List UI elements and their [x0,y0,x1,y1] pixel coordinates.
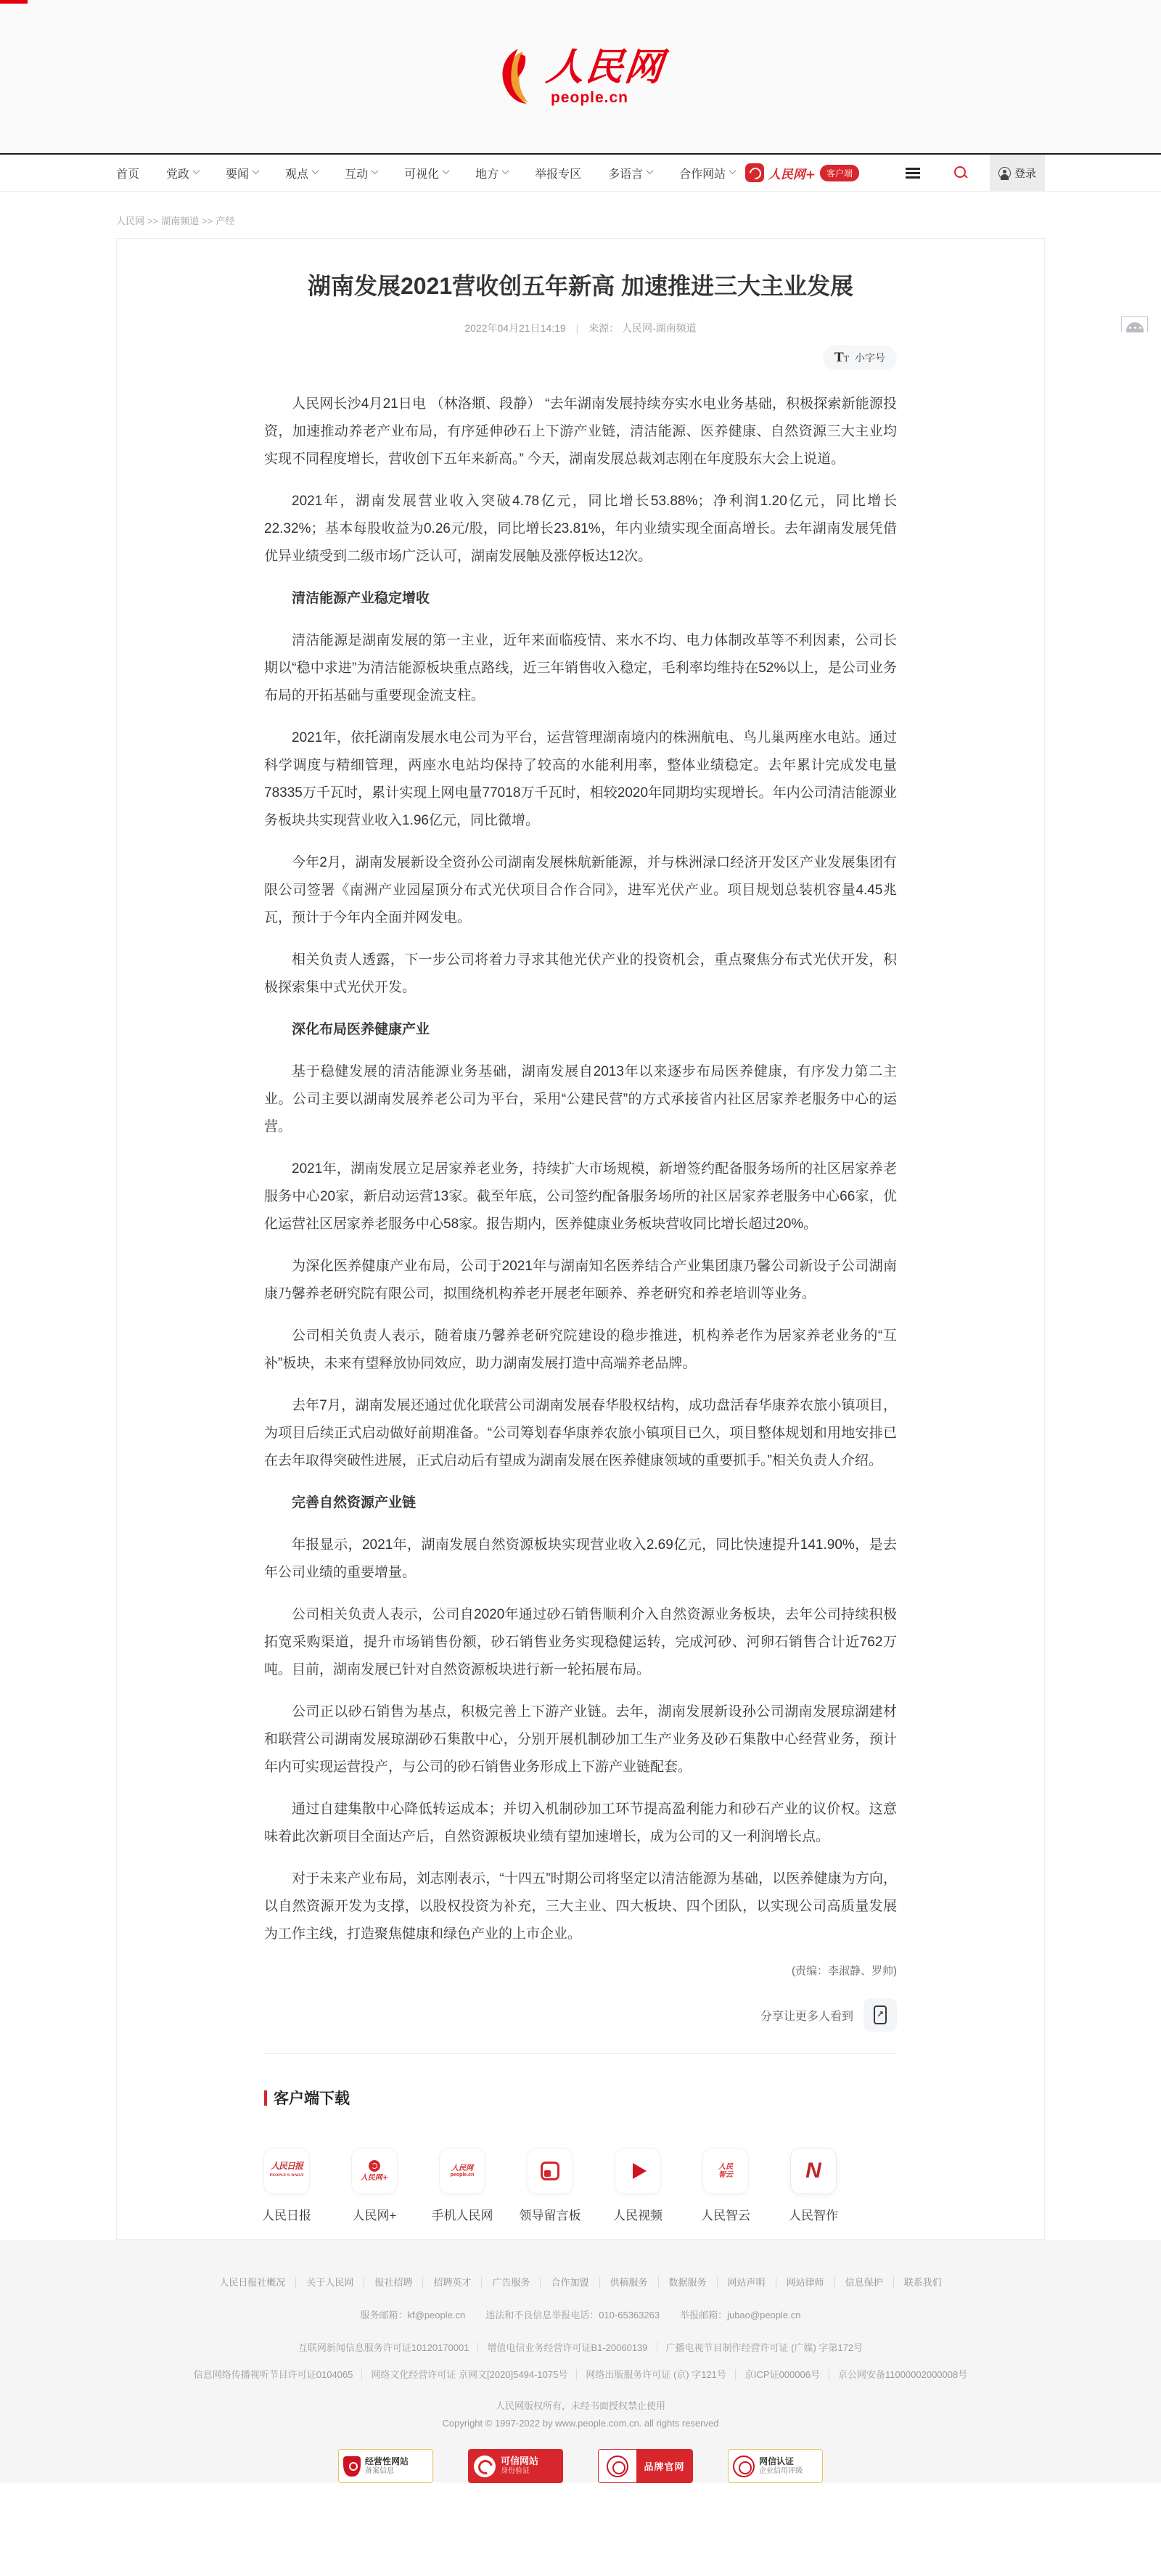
people-app-badge[interactable] [745,163,859,182]
article-paragraph: 清洁能源是湖南发展的第一主业，近年来面临疫情、来水不均、电力体制改革等不利因素，公司长期以“稳中求进”为清洁能源板块重点路线，近三年销售收入稳定，毛利率均维持在52%以上，是公司业务布局的开拓基础与重要现金流支柱。 [264,633,897,703]
license-item: 增值电信业务经营许可证B1-20060139 [478,2342,657,2353]
article-paragraph: 去年7月，湖南发展还通过优化联营公司湖南发展春华股权结构，成功盘活春华康养农旅小镇项目，为项目后续正式启动做好前期准备。“公司筹划春华康养农旅小镇项目已久，项目整体规划和用地安排已在去年取得突破性进展，正式启动后有望成为湖南发展在医养健康领域的重要抓手。”相关负责人介绍。 [264,1398,897,1468]
footer-link[interactable]: 招聘英才 [423,2277,482,2288]
article-subheading: 深化布局医养健康产业 [292,1022,430,1037]
footer-link[interactable]: 报社招聘 [364,2277,423,2288]
main-nav [0,153,1161,192]
app-人民网+[interactable] [352,2148,397,2223]
hamburger-menu-icon[interactable] [906,168,920,179]
message-board-glyph [541,2162,559,2180]
breadcrumb-item-1[interactable]: 人民网 [116,216,145,226]
app-label: 人民智云 [701,2209,750,2223]
logo-text [543,44,667,107]
license-item: 京ICP证000006号 [736,2369,829,2380]
article-paragraph: 通过自建集散中心降低转运成本；并切入机制砂加工环节提高盈利能力和砂石产业的议价权。这意味着此次新项目全面达产后，自然资源板块业绩有望加速增长，成为公司的又一利润增长点。 [264,1802,897,1844]
login-label: 登录 [1014,167,1036,180]
certification-badges [0,2449,1161,2483]
nav-item-党政[interactable]: 党政 [166,165,199,181]
search-icon[interactable] [953,165,968,180]
copyright-cn: 人民网版权所有，未经书面授权禁止使用 [495,2400,665,2411]
heading-accent-bar [264,2090,267,2106]
article-paragraph: 人民网长沙4月21日电 （林洛頫、段静） “去年湖南发展持续夯实水电业务基础，积极探索新能源投资，加速推动养老产业布局，有序延伸砂石上下游产业链，清洁能源、医养健康、自然资源三大主业均实现不同程度增长，营收创下五年来新高。” 今天，湖南发展总裁刘志刚在年度股东大会上说道。 [264,396,897,467]
article-paragraph: 为深化医养健康产业布局，公司于2021年与湖南知名医养结合产业集团康乃馨公司新设子公司湖南康乃馨养老研究院有限公司，拟围绕机构养老开展老年颐养、养老研究和养老培训等业务。 [264,1259,897,1301]
chevron-down-icon [647,167,654,174]
app-人民智云[interactable] [703,2148,748,2223]
badge-网信认证[interactable] [728,2449,823,2483]
people-plus-brand: 人民网+ [768,167,816,182]
logo-main-text: 人民网 [543,44,667,89]
nav-item-互动[interactable]: 互动 [345,165,377,181]
chevron-down-icon [193,167,200,174]
footer-link[interactable]: 关于人民网 [296,2277,364,2288]
article-paragraph: 公司正以砂石销售为基点，积极完善上下游产业链。去年，湖南发展新设孙公司湖南发展琼湖建材和联营公司湖南发展琼湖砂石集散中心，分别开展机制砂加工生产业务及砂石集散中心经营业务，预计年内可实现运营投产，与公司的砂石销售业务形成上下游产业链配套。 [264,1704,897,1775]
badge-认证联盟[interactable] [598,2449,693,2483]
footer-link[interactable]: 广告服务 [482,2277,541,2288]
footer-link[interactable]: 联系我们 [903,2277,942,2288]
article-paragraph: 对于未来产业布局，刘志刚表示，“十四五”时期公司将坚定以清洁能源为基础，以医养健康为方向，以自然资源开发为支撑，以股权投资为补充，三大主业、四大板块、四个团队，以实现公司高质量发展为工作主线，打造聚焦健康和绿色产业的上市企业。 [264,1871,897,1942]
chevron-down-icon [502,167,509,174]
logo-sub-text: people.cn [550,89,629,106]
people-cloud-icon [703,2148,748,2193]
app-glyph: 人民网+ [360,2174,389,2182]
article-paragraph: 基于稳健发展的清洁能源业务基础，湖南发展自2013年以来逐步布局医养健康，有序发力第二主业。公司主要以湖南发展养老公司为平台，采用“公建民营”的方式承接省内社区居家养老服务中心的运营。 [264,1064,897,1134]
footer-service-item: 服务邮箱：kf@people.cn [360,2310,466,2321]
nav-item-可视化[interactable]: 可视化 [404,165,448,181]
article-paragraph: 相关负责人透露，下一步公司将着力寻求其他光伏产业的投资机会，重点聚焦分布式光伏开发，积极探索集中式光伏开发。 [264,952,897,995]
chevron-down-icon [729,167,737,174]
source-link[interactable]: 人民网-湖南频道 [621,322,697,334]
app-download-row [264,2148,897,2223]
footer-link[interactable]: 信息保护 [835,2277,894,2288]
app-glyph-sub: 智云 [718,2171,733,2179]
badge-text [365,2456,409,2477]
font-size-label: 小字号 [855,352,885,364]
people-plus-logo-icon [745,163,764,182]
nav-item-举报专区[interactable]: 举报专区 [535,168,582,181]
article-body [264,391,897,1948]
breadcrumb-item-3[interactable]: 产经 [216,216,235,226]
footer-link[interactable]: 合作加盟 [541,2277,599,2288]
app-领导留言板[interactable] [519,2148,581,2223]
article-paragraph: 2021年，湖南发展立足居家养老业务，持续扩大市场规模，新增签约配备服务场所的社区居家养老服务中心20家，新启动运营13家。截至年底，公司签约配备服务场所的社区居家养老服务中心66家，优化运营社区居家养老服务中心58家。报告期内，医养健康业务板块营收同比增长超过20%。 [264,1161,897,1232]
person-icon [998,167,1011,179]
chevron-down-icon [312,167,319,174]
people-cn-logo[interactable] [497,44,667,107]
badge-可信网站[interactable] [468,2449,563,2483]
badge-经营性网站[interactable] [338,2449,433,2483]
top-edge-marker [0,0,28,4]
login-button[interactable] [990,155,1045,191]
footer-link[interactable]: 数据服务 [659,2277,718,2288]
n-glyph: N [805,2159,821,2183]
article-subheading: 清洁能源产业稳定增收 [292,591,430,606]
article-subheading: 完善自然资源产业链 [292,1495,417,1510]
nav-item-首页[interactable]: 首页 [116,168,140,181]
people-plus-icon [352,2148,397,2193]
app-label: 手机人民网 [431,2209,493,2223]
app-label: 人民日报 [262,2209,311,2223]
article-meta [264,321,897,335]
app-label: 人民网+ [352,2209,397,2223]
article-card [116,238,1045,2240]
breadcrumb-separator: >> [202,216,213,226]
breadcrumb-separator: >> [147,216,159,226]
play-icon [633,2163,647,2179]
badge-line1: 网信认证 [759,2456,795,2466]
article-paragraph: 年报显示，2021年，湖南发展自然资源板块实现营业收入2.69亿元，同比快速提升141.90%，是去年公司业绩的重要增量。 [264,1537,897,1580]
badge-text [759,2456,803,2477]
badge-line2: 企业信用评级 [759,2466,803,2475]
site-footer [0,2240,1161,2482]
license-item: 广播电视节目制作经营许可证 (广媒) 字第172号 [665,2342,863,2353]
app-glyph: 人民 [718,2163,733,2171]
editor-credit: (责编：李淑静、罗帅) [792,1965,897,1977]
chevron-down-icon [372,167,379,174]
chevron-down-icon [253,167,260,174]
app-人民智作[interactable] [791,2148,836,2223]
footer-link[interactable]: 人民日报社概况 [209,2277,296,2288]
license-item: 互联网新闻信息服务许可证10120170001 [290,2342,479,2353]
nav-item-观点[interactable]: 观点 [285,165,318,181]
phone-share-icon [874,2005,887,2024]
people-daily-icon [264,2148,309,2193]
badge-seal-area [599,2450,636,2482]
badge-line1: 可信网站 [501,2456,539,2467]
app-glyph-sub: people.cn [450,2172,475,2178]
article-paragraph: 公司相关负责人表示，公司自2020年通过砂石销售顺利介入自然资源业务板块，去年公司持续积极拓宽采购渠道，提升市场销售份额，砂石销售业务实现稳健运转，完成河砂、河卵石销售合计近762万吨。目前，湖南发展已针对自然资源板块进行新一轮拓展布局。 [264,1607,897,1677]
breadcrumb [116,213,1045,226]
message-board-icon [528,2148,573,2193]
people-zhizuo-icon [791,2148,836,2193]
badge-right-text: 品牌官网 [636,2450,692,2482]
nav-item-要闻[interactable]: 要闻 [226,165,258,181]
footer-license-row-2 [0,2367,1161,2381]
font-size-button[interactable] [823,345,897,370]
badge-line2: 备案信息 [365,2466,394,2475]
footer-service-item: 违法和不良信息举报电话：010-65363263 [485,2310,660,2321]
breadcrumb-item-2[interactable]: 湖南频道 [161,216,200,226]
article-paragraph: 2021年，依托湖南发展水电公司为平台，运营管理湖南境内的株洲航电、鸟儿巢两座水电站。通过科学调度与精细管理，两座水电站均保持了较高的水能利用率，整体业绩稳定。去年累计完成发电量78335万千瓦时，累计实现上网电量77018万千瓦时，相较2020年同期均实现增长。年内公司清洁能源业务板块共实现营业收入1.96亿元，同比微增。 [264,730,897,828]
mobile-people-icon [440,2148,485,2193]
footer-link[interactable]: 网站声明 [718,2277,776,2288]
floating-comment-widget[interactable] [1121,316,1148,332]
trust-swirl-icon [474,2456,496,2477]
app-手机人民网[interactable] [431,2148,493,2223]
download-section-heading [264,2087,897,2109]
footer-license-row-1 [0,2340,1161,2354]
badge-text [501,2456,538,2477]
chevron-down-icon [443,167,450,174]
app-人民视频[interactable] [615,2148,660,2223]
app-glyph: 人民网 [451,2164,473,2172]
client-pill: 客户端 [820,165,859,181]
section-divider [264,2053,897,2054]
share-button[interactable] [863,1998,897,2032]
alliance-seal-icon [607,2456,628,2477]
site-header [0,0,1161,153]
app-glyph: 人民日报 PEOPLE'S DAILY [269,2162,303,2180]
article-paragraph: 公司相关负责人表示，随着康乃馨养老研究院建设的稳步推进，机构养老作为居家养老业务的“互补”板块，未来有望释放协同效应，助力湖南发展打造中高端养老品牌。 [264,1328,897,1371]
badge-line2: 身份验证 [501,2467,530,2476]
footer-service-row [0,2307,1161,2321]
app-label: 领导留言板 [519,2209,581,2223]
license-item: 京公网安备11000002000008号 [837,2369,968,2380]
license-item: 网络文化经营许可证 京网文[2020]5494-1075号 [362,2369,577,2380]
page-title: 湖南发展2021营收创五年新高 加速推进三大主业发展 [307,273,854,299]
badge-line1: 经营性网站 [365,2456,409,2466]
app-人民日报[interactable] [264,2148,309,2223]
nav-item-多语言[interactable]: 多语言 [608,165,652,181]
article-paragraph: 今年2月，湖南发展新设全资孙公司湖南发展株航新能源，并与株洲渌口经济开发区产业发展集团有限公司签署《南洲产业园屋顶分布式光伏项目合作合同》，进军光伏产业。项目规划总装机容量4.45兆瓦，预计于今年内全面并网发电。 [264,855,897,925]
article-paragraph: 2021年，湖南发展营业收入突破4.78亿元，同比增长53.88%；净利润1.20亿元，同比增长22.32%；基本每股收益为0.26元/股，同比增长23.81%，年内业绩实现全面高增长。去年湖南发展凭借优异业绩受到二级市场广泛认可，湖南发展触及涨停板达12次。 [264,494,897,564]
comment-dots-icon [1126,322,1144,332]
share-label: 分享让更多人看到 [760,2010,853,2023]
nav-item-地方[interactable]: 地方 [475,165,508,181]
font-size-icon [834,352,849,364]
license-item: 信息网络传播视听节目许可证0104065 [185,2369,363,2380]
app-glyph-circle [369,2160,380,2172]
download-heading-text: 客户端下载 [274,2090,350,2107]
wangxin-seal-icon [733,2456,755,2477]
copyright-en: Copyright © 1997-2022 by www.people.com.cn. all rights reserved [442,2418,719,2429]
publish-date: 2022年04月21日14:19 [464,322,566,334]
meta-separator: | [575,322,579,334]
footer-service-item: 举报邮箱：jubao@people.cn [680,2310,801,2321]
license-item: 网络出版服务许可证 (京) 字121号 [577,2369,736,2380]
shield-icon [343,2456,361,2477]
nav-items [116,165,735,181]
people-cn-emblem-icon [497,47,539,105]
footer-link[interactable]: 供稿服务 [600,2277,659,2288]
source-prefix: 来源： [588,322,620,334]
footer-link[interactable]: 网站律师 [776,2277,835,2288]
app-glyph-sub: PEOPLE'S DAILY [269,2173,304,2178]
share-row [264,1998,897,2032]
app-label: 人民智作 [789,2209,838,2223]
app-label: 人民视频 [613,2209,662,2223]
footer-links [0,2275,1161,2289]
nav-item-合作网站[interactable]: 合作网站 [679,165,735,181]
people-video-icon [615,2148,660,2193]
